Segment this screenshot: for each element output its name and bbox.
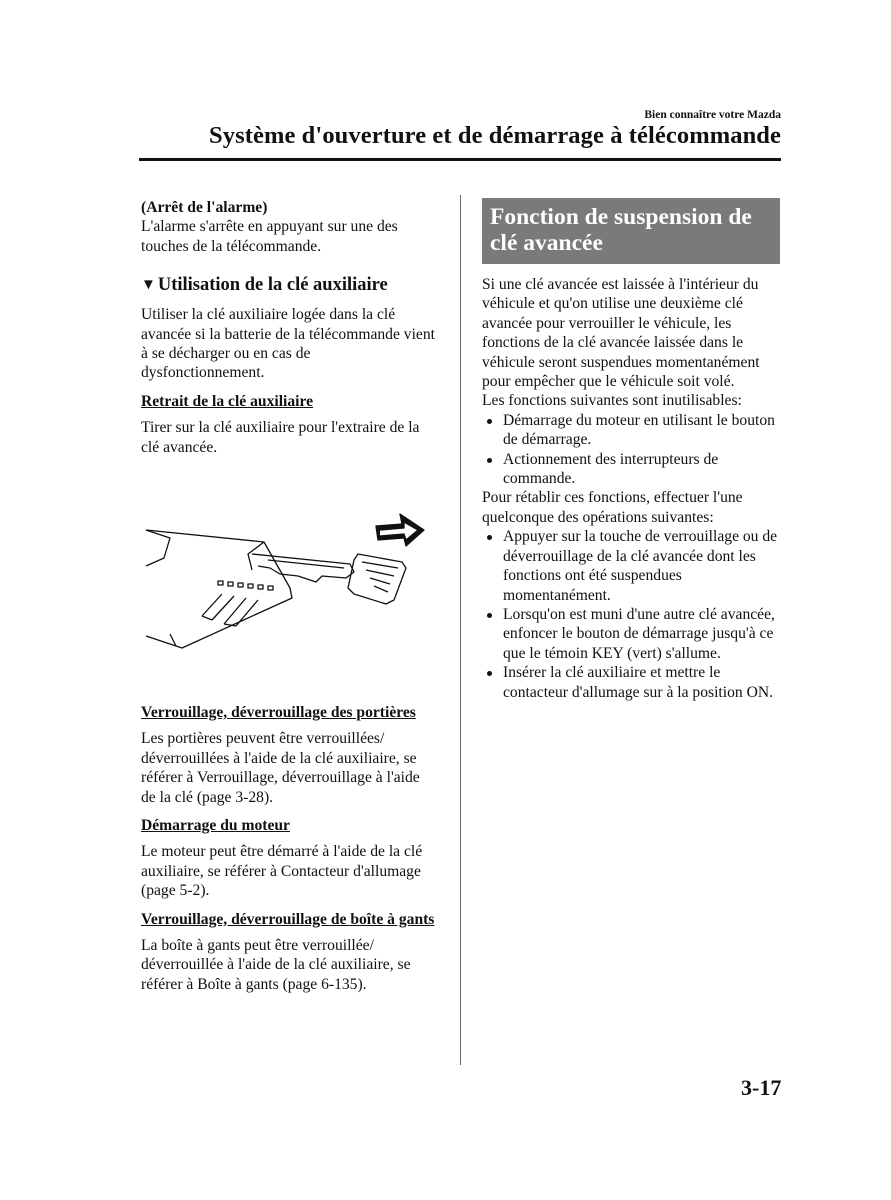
engine-heading: Démarrage du moteur <box>141 817 290 835</box>
aux-key-heading <box>141 275 437 296</box>
chapter-label: Bien connaître votre Mazda <box>644 109 781 121</box>
right-column <box>482 198 782 702</box>
triangle-down-icon: ▼ <box>141 277 156 294</box>
aux-key-text: Utiliser la clé auxiliaire logée dans la clé avancée si la batterie de la télécommande vient à se décharger ou en cas de dysfonctionnement. <box>141 306 435 382</box>
list-item: Démarrage du moteur en utilisant le bouton de démarrage. <box>482 411 782 450</box>
list-item: Actionnement des interrupteurs de commande. <box>482 450 782 489</box>
aux-key-illustration <box>140 508 440 658</box>
key-removal-diagram <box>140 508 440 658</box>
restore-intro: Pour rétablir ces fonctions, effectuer l'une quelconque des opérations suivantes: <box>482 489 743 526</box>
alarm-stop-text: L'alarme s'arrête en appuyant sur une des touches de la télécommande. <box>141 218 398 255</box>
list-item: Insérer la clé auxiliaire et mettre le contacteur d'allumage sur à la position ON. <box>482 663 782 702</box>
page-number: 3-17 <box>741 1075 782 1100</box>
glovebox-heading: Verrouillage, déverrouillage de boîte à gants <box>141 910 435 928</box>
header-rule <box>139 158 781 161</box>
left-column-lower <box>141 703 437 994</box>
engine-text: Le moteur peut être démarré à l'aide de la clé auxiliaire, se référer à Contacteur d'allumage (page 5-2). <box>141 843 423 900</box>
doors-heading: Verrouillage, déverrouillage des portières <box>141 704 416 721</box>
list-item: Appuyer sur la touche de verrouillage ou de déverrouillage de la clé avancée dont les fonctions ont été suspendues momentanément. <box>482 527 782 605</box>
page-title: Système d'ouverture et de démarrage à télécommande <box>209 122 781 149</box>
unusable-list <box>482 411 782 489</box>
doors-text: Les portières peuvent être verrouillées/ déverrouillées à l'aide de la clé auxiliaire, se référer à Verrouillage, déverrouillage à l'aide de la clé (page 3-28). <box>141 730 420 806</box>
left-column <box>141 198 437 457</box>
removal-heading: Retrait de la clé auxiliaire <box>141 392 314 410</box>
list-item: Lorsqu'on est muni d'une autre clé avancée, enfoncer le bouton de démarrage jusqu'à ce que le témoin KEY (vert) s'allume. <box>482 605 782 663</box>
suspension-intro: Si une clé avancée est laissée à l'intérieur du véhicule et qu'on utilise une deuxième clé avancée pour verrouiller le véhicule, les fonctions de la clé avancée laissée dans le véhicule seront suspendues momentanément pour empêcher que le véhicule soit volé. <box>482 276 760 391</box>
removal-text: Tirer sur la clé auxiliaire pour l'extraire de la clé avancée. <box>141 419 420 456</box>
glovebox-text: La boîte à gants peut être verrouillée/ déverrouillée à l'aide de la clé auxiliaire, se référer à Boîte à gants (page 6-135). <box>141 937 411 993</box>
aux-key-heading-text: Utilisation de la clé auxiliaire <box>157 275 388 296</box>
unusable-intro: Les fonctions suivantes sont inutilisables: <box>482 392 742 410</box>
restore-list <box>482 527 782 702</box>
suspension-heading: Fonction de suspension de clé avancée <box>482 198 780 264</box>
alarm-stop-title: (Arrêt de l'alarme) <box>141 199 268 216</box>
column-divider <box>460 195 461 1065</box>
